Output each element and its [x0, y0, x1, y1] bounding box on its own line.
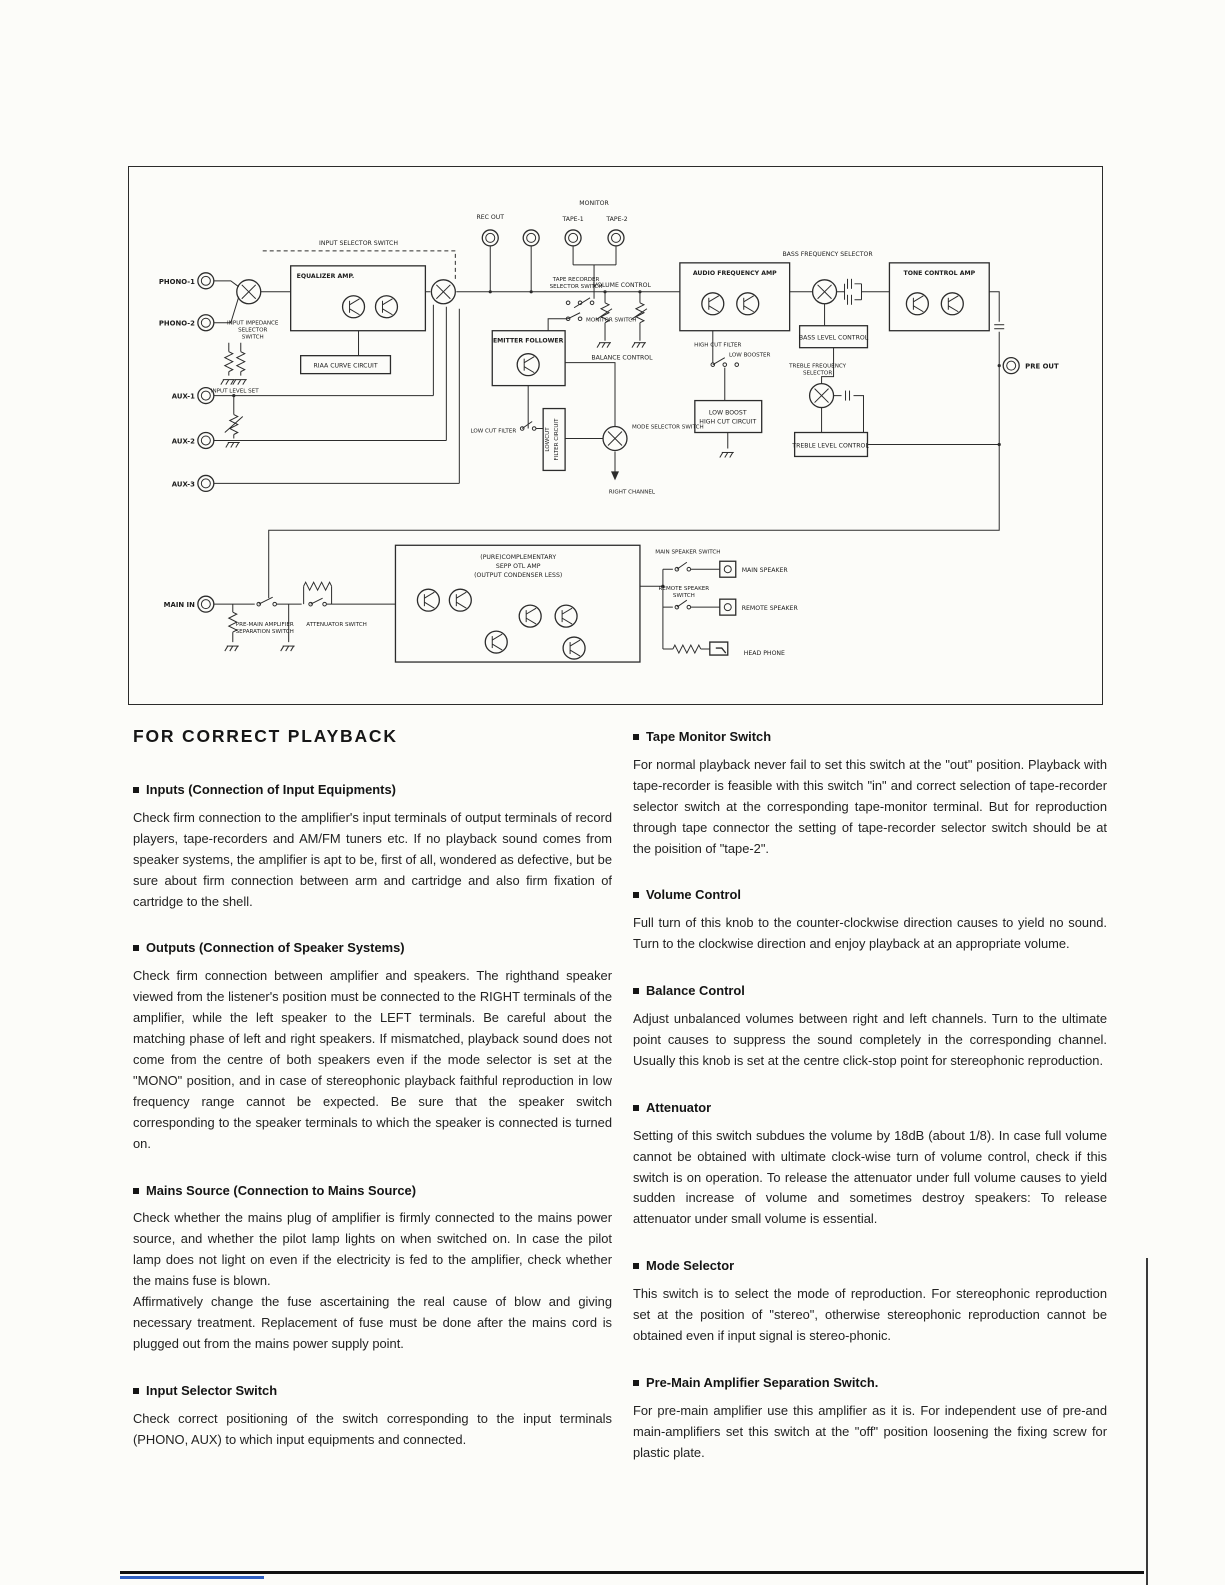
section-paragraph: For pre-main amplifier use this amplifier as it is. For independent use of pre-and main-amplifiers set this switch at the "off" position loosening the fixing screw for plastic plate. [633, 1402, 1107, 1460]
section-paragraph: Check firm connection between amplifier and speakers. The righthand speaker viewed from the listener's position must be connected to the RIGHT terminals of the amplifier, while the left speaker to the LEFT terminals. Be careful about the matching phase of left and right speakers. If mismatched, playback sound does not come from the centre of both speakers even if the mode selector is set at the "MONO" position, and in case of stereophonic playback faithful reproduction in low frequency range cannot be expected. Be sure that the speaker switch corresponding to the speaker terminals to which the speaker is connected is turned on. [133, 968, 612, 1151]
label-input-impedance-2: SELECTOR [238, 327, 268, 334]
label-input-impedance-1: INPUT IMPEDANCE [227, 320, 279, 327]
block-diagram [128, 166, 1103, 705]
label-attenuator-switch: ATTENUATOR SWITCH [306, 622, 367, 629]
section-paragraph: This switch is to select the mode of reproduction. For stereophonic reproduction set at the position of "stereo", otherwise stereophonic reproduction cannot be obtained even if input signal is stereo-phonic. [633, 1286, 1107, 1343]
label-tape-recorder-1: TAPE RECORDER [552, 276, 600, 283]
bullet-icon [633, 1105, 639, 1111]
label-input-impedance-3: SWITCH [241, 334, 264, 341]
label-low-cut-filter: LOW CUT FILTER [470, 428, 517, 435]
section-paragraph: Affirmatively change the fuse ascertaining the real cause of blow and giving necessary treatment. Replacement of fuse must be done after the mains cord is plugged out from the mains power supply point. [133, 1294, 612, 1351]
label-phono2: PHONO-2 [158, 319, 195, 328]
label-head-phone: HEAD PHONE [743, 650, 785, 658]
label-monitor-switch: MONITOR SWITCH [586, 317, 637, 324]
label-monitor: MONITOR [579, 199, 609, 207]
label-main-speaker-switch: MAIN SPEAKER SWITCH [655, 549, 721, 556]
label-low-boost-2: HIGH CUT CIRCUIT [699, 418, 757, 426]
label-high-cut-filter: HIGH CUT FILTER [694, 342, 742, 349]
section-heading: Tape Monitor Switch [646, 729, 772, 744]
label-remote-speaker-switch-2: SWITCH [672, 593, 695, 600]
section-input-selector [133, 1381, 612, 1451]
section-paragraph: Setting of this switch subdues the volume by 18dB (about 1/8). In case full volume cannot be obtained with ultimate clock-wise turn of volume control, check if this switch is on operation. To release the attenuator under full volume causes to yield sudden increase of volume and sometimes destroy speakers: To release attenuator under small volume is essential. [633, 1127, 1107, 1227]
label-remote-speaker: REMOTE SPEAKER [741, 605, 798, 613]
section-tape-monitor [633, 727, 1107, 859]
label-low-booster: LOW BOOSTER [728, 352, 771, 359]
schematic-svg [129, 167, 1102, 704]
label-bass-level-control: BASS LEVEL CONTROL [798, 334, 869, 342]
label-rec-out: REC OUT [476, 213, 505, 221]
label-treble-frequency-2: SELECTOR [802, 370, 833, 377]
left-column [133, 780, 612, 1476]
label-mode-selector-switch: MODE SELECTOR SWITCH [631, 424, 704, 431]
section-outputs [133, 938, 612, 1154]
label-main-in: MAIN IN [163, 601, 195, 610]
section-paragraph: Full turn of this knob to the counter-clockwise direction causes to yield no sound. Turn to the clockwise direction and enjoy playback at an appropriate volume. [633, 915, 1107, 952]
section-heading: Inputs (Connection of Input Equipments) [146, 782, 396, 797]
section-attenuator [633, 1098, 1107, 1230]
label-bass-frequency-selector: BASS FREQUENCY SELECTOR [782, 250, 873, 258]
label-equalizer-amp: EQUALIZER AMP. [296, 272, 355, 280]
section-paragraph: Adjust unbalanced volumes between right and left channels. Turn to the ultimate point causes to suppress the sound completely in the corresponding channel. Usually this knob is set at the centre click-stop point for stereophonic reproduction. [633, 1011, 1107, 1068]
section-heading: Mode Selector [646, 1258, 735, 1274]
label-tape-recorder-2: SELECTOR SWITCH [549, 283, 603, 290]
label-remote-speaker-switch-1: REMOTE SPEAKER [658, 586, 710, 593]
section-heading: Balance Control [646, 983, 745, 999]
section-heading: Mains Source (Connection to Mains Source) [146, 1182, 417, 1198]
section-heading: Volume Control [646, 887, 742, 903]
section-paragraph: For normal playback never fail to set this switch at the "out" position. Playback with tape-recorder is feasible with this switch "in" and correct selection of tape-recorder selector switch at the corresponding tape-monitor terminal. But for reproduction through tape connector the setting of tape-recorder selector switch should be at the poisition of "tape-2". [633, 756, 1107, 856]
label-pre-out: PRE OUT [1025, 362, 1059, 371]
section-heading: Outputs (Connection of Speaker Systems) [146, 940, 405, 956]
label-volume-control: VOLUME CONTROL [593, 281, 651, 289]
right-column [633, 727, 1107, 1489]
label-audio-frequency-amp: AUDIO FREQUENCY AMP [692, 269, 777, 277]
label-sepp-2: SEPP OTL AMP [495, 563, 541, 571]
section-pre-main-separation [633, 1373, 1107, 1464]
label-aux1: AUX-1 [171, 392, 195, 401]
label-tone-control-amp: TONE CONTROL AMP [903, 269, 976, 277]
label-pre-main-separation-2: SEPARATION SWITCH [235, 629, 294, 636]
section-balance-control [633, 981, 1107, 1072]
schematic-blocks [291, 263, 990, 662]
label-balance-control: BALANCE CONTROL [591, 354, 653, 362]
label-riaa-curve: RIAA CURVE CIRCUIT [313, 362, 378, 370]
label-sepp-3: (OUTPUT CONDENSER LESS) [474, 572, 563, 580]
label-tape2: TAPE-2 [606, 215, 628, 223]
main-speaker-terminal [720, 561, 736, 577]
label-treble-frequency-1: TREBLE FREQUENCY [789, 363, 847, 370]
label-low-boost-1: LOW BOOST [708, 409, 747, 417]
section-heading: Input Selector Switch [146, 1382, 278, 1398]
page-title: FOR CORRECT PLAYBACK [133, 726, 398, 746]
section-inputs [133, 780, 612, 912]
label-treble-level-control: TREBLE LEVEL CONTROL [792, 442, 869, 450]
label-emitter-follower: EMITTER FOLLOWER [492, 337, 564, 345]
bullet-icon [633, 1263, 639, 1269]
bullet-icon [133, 1188, 139, 1194]
section-heading: Attenuator [646, 1099, 712, 1115]
section-volume-control [633, 885, 1107, 955]
bullet-icon [633, 988, 639, 994]
remote-speaker-terminal [720, 599, 736, 615]
bottom-blue-mark [120, 1576, 264, 1579]
bullet-icon [633, 892, 639, 898]
label-aux3: AUX-3 [171, 480, 195, 489]
bullet-icon [133, 787, 139, 793]
section-heading: Pre-Main Amplifier Separation Switch. [646, 1374, 879, 1390]
section-mode-selector [633, 1256, 1107, 1347]
label-right-channel: RIGHT CHANNEL [608, 489, 656, 496]
label-main-speaker: MAIN SPEAKER [741, 567, 788, 575]
label-tape1: TAPE-1 [562, 215, 584, 223]
section-paragraph: Check firm connection to the amplifier's input terminals of output terminals of record players, tape-recorders and AM/FM tuners etc. If no playback sound comes from speaker systems, the amplifier is apt to be, first of all, wondered as defective, but be sure about firm connection between arm and cartridge and also firm fixation of cartridge to the shell. [133, 809, 612, 909]
section-mains-source [133, 1181, 612, 1355]
bullet-icon [133, 1388, 139, 1394]
bullet-icon [633, 734, 639, 740]
label-lowcut-2: FILTER CIRCUIT [554, 418, 561, 461]
bullet-icon [133, 945, 139, 951]
section-paragraph: Check correct positioning of the switch corresponding to the input terminals (PHONO, AUX) to which input equipments and connected. [133, 1410, 612, 1447]
label-pre-main-separation-1: PRE-MAIN AMPLIFIER [235, 622, 294, 629]
label-aux2: AUX-2 [171, 437, 195, 446]
bottom-rule [120, 1571, 1144, 1574]
label-lowcut-1: LOWCUT [545, 427, 552, 452]
label-input-level-set: INPUT LEVEL SET [210, 388, 259, 395]
label-sepp-1: (PURE)COMPLEMENTARY [480, 554, 557, 562]
right-edge-line [1146, 1258, 1148, 1585]
label-input-selector-switch: INPUT SELECTOR SWITCH [319, 239, 399, 247]
bullet-icon [633, 1380, 639, 1386]
headphone-jack [710, 642, 728, 655]
label-phono1: PHONO-1 [158, 277, 195, 286]
section-paragraph: Check whether the mains plug of amplifier is firmly connected to the mains power source, and whether the pilot lamp lights on when switched on. In case the pilot lamp does not light on even if the electricity is fed to the amplifier, check whether the mains fuse is blown. [133, 1210, 612, 1289]
